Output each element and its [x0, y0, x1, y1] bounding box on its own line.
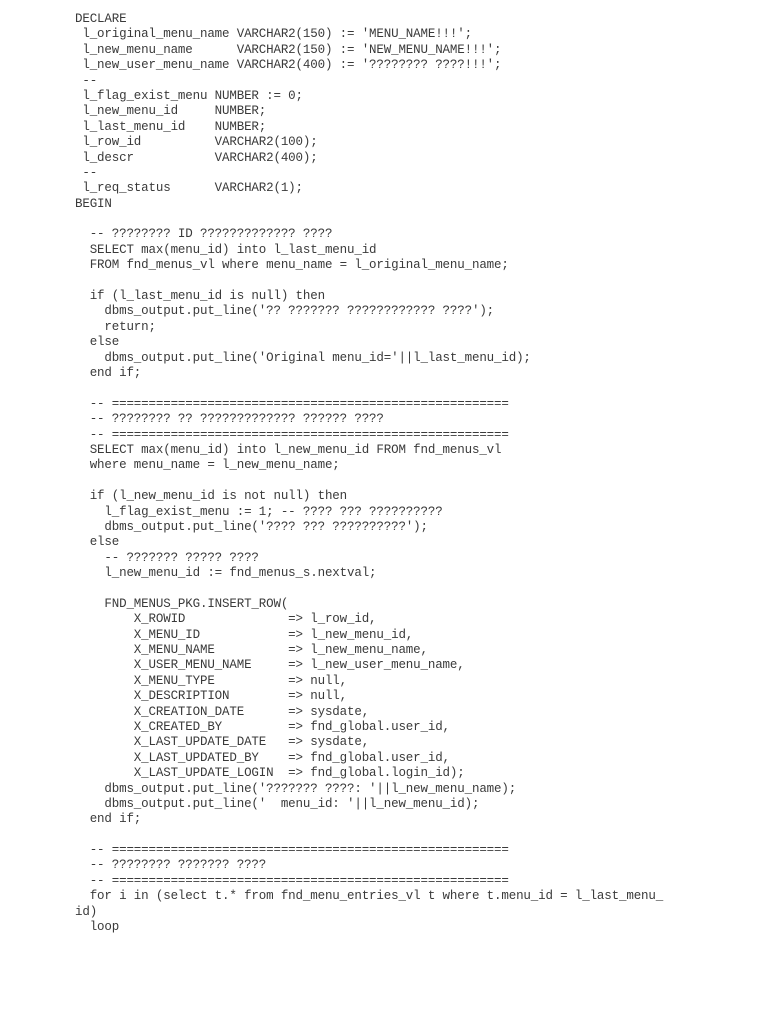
- code-line: SELECT max(menu_id) into l_last_menu_id: [75, 242, 377, 257]
- code-line: dbms_output.put_line('Original menu_id='||l_last_menu_id);: [75, 350, 531, 365]
- code-line: end if;: [75, 812, 142, 827]
- code-line: X_MENU_NAME => l_new_menu_name,: [75, 643, 428, 658]
- code-line: l_row_id VARCHAR2(100);: [75, 135, 318, 150]
- code-line: X_CREATION_DATE => sysdate,: [75, 704, 370, 719]
- code-line: dbms_output.put_line('???? ??? ??????????');: [75, 519, 428, 534]
- code-line: --: [75, 73, 98, 88]
- code-line: X_CREATED_BY => fnd_global.user_id,: [75, 719, 450, 734]
- code-line: l_flag_exist_menu := 1; -- ???? ??? ??????????: [75, 504, 443, 519]
- code-line: X_MENU_TYPE => null,: [75, 673, 347, 688]
- code-line: l_new_user_menu_name VARCHAR2(400) := '???????? ????!!!';: [75, 58, 502, 73]
- code-line: dbms_output.put_line('?? ??????? ???????????? ????');: [75, 304, 495, 319]
- code-line: [75, 581, 663, 596]
- code-line: X_ROWID => l_row_id,: [75, 612, 377, 627]
- code-line: where menu_name = l_new_menu_name;: [75, 458, 340, 473]
- code-line: -- ??????? ????? ????: [75, 550, 259, 565]
- code-line: DECLARE: [75, 12, 127, 26]
- code-line: l_flag_exist_menu NUMBER := 0;: [75, 88, 303, 103]
- code-line: [75, 212, 663, 227]
- code-line: if (l_new_menu_id is not null) then: [75, 489, 347, 504]
- code-line: SELECT max(menu_id) into l_new_menu_id FROM fnd_menus_vl: [75, 442, 502, 457]
- code-line: X_LAST_UPDATE_LOGIN => fnd_global.login_id);: [75, 766, 465, 781]
- code-line: if (l_last_menu_id is null) then: [75, 289, 325, 304]
- code-line: -- ???????? ?? ????????????? ?????? ????: [75, 412, 384, 427]
- code-line: BEGIN: [75, 196, 112, 211]
- code-line: l_req_status VARCHAR2(1);: [75, 181, 303, 196]
- code-line: dbms_output.put_line('??????? ????: '||l_new_menu_name);: [75, 781, 517, 796]
- code-line: else: [75, 335, 120, 350]
- code-line: l_descr VARCHAR2(400);: [75, 150, 318, 165]
- code-line: X_LAST_UPDATE_DATE => sysdate,: [75, 735, 370, 750]
- code-line: l_new_menu_id NUMBER;: [75, 104, 267, 119]
- code-line: else: [75, 535, 120, 550]
- code-line: for i in (select t.* from fnd_menu_entries_vl t where t.menu_id = l_last_menu_: [75, 889, 664, 904]
- code-line: X_USER_MENU_NAME => l_new_user_menu_name,: [75, 658, 465, 673]
- code-line: X_MENU_ID => l_new_menu_id,: [75, 627, 414, 642]
- code-line: [75, 828, 663, 843]
- code-line: X_LAST_UPDATED_BY => fnd_global.user_id,: [75, 750, 450, 765]
- code-listing: [75, 12, 663, 935]
- code-line: l_last_menu_id NUMBER;: [75, 119, 267, 134]
- code-line: FROM fnd_menus_vl where menu_name = l_original_menu_name;: [75, 258, 509, 273]
- code-line: [75, 274, 663, 289]
- code-line: -- ======================================================: [75, 427, 509, 442]
- code-line: -- ======================================================: [75, 843, 509, 858]
- code-line: l_new_menu_name VARCHAR2(150) := 'NEW_MENU_NAME!!!';: [75, 42, 502, 57]
- code-line: -- ???????? ??????? ????: [75, 858, 267, 873]
- code-line: end if;: [75, 365, 142, 380]
- code-line: [75, 474, 663, 489]
- code-line: dbms_output.put_line(' menu_id: '||l_new_menu_id);: [75, 796, 480, 811]
- code-line: -- ======================================================: [75, 873, 509, 888]
- code-line: -- ======================================================: [75, 396, 509, 411]
- code-line: -- ???????? ID ????????????? ????: [75, 227, 333, 242]
- code-line: id): [75, 904, 98, 919]
- code-line: --: [75, 165, 98, 180]
- code-line: FND_MENUS_PKG.INSERT_ROW(: [75, 596, 289, 611]
- code-line: l_new_menu_id := fnd_menus_s.nextval;: [75, 566, 377, 581]
- code-line: loop: [75, 920, 120, 935]
- code-line: l_original_menu_name VARCHAR2(150) := 'MENU_NAME!!!';: [75, 27, 472, 42]
- code-line: return;: [75, 319, 156, 334]
- code-line: X_DESCRIPTION => null,: [75, 689, 347, 704]
- code-line: [75, 381, 663, 396]
